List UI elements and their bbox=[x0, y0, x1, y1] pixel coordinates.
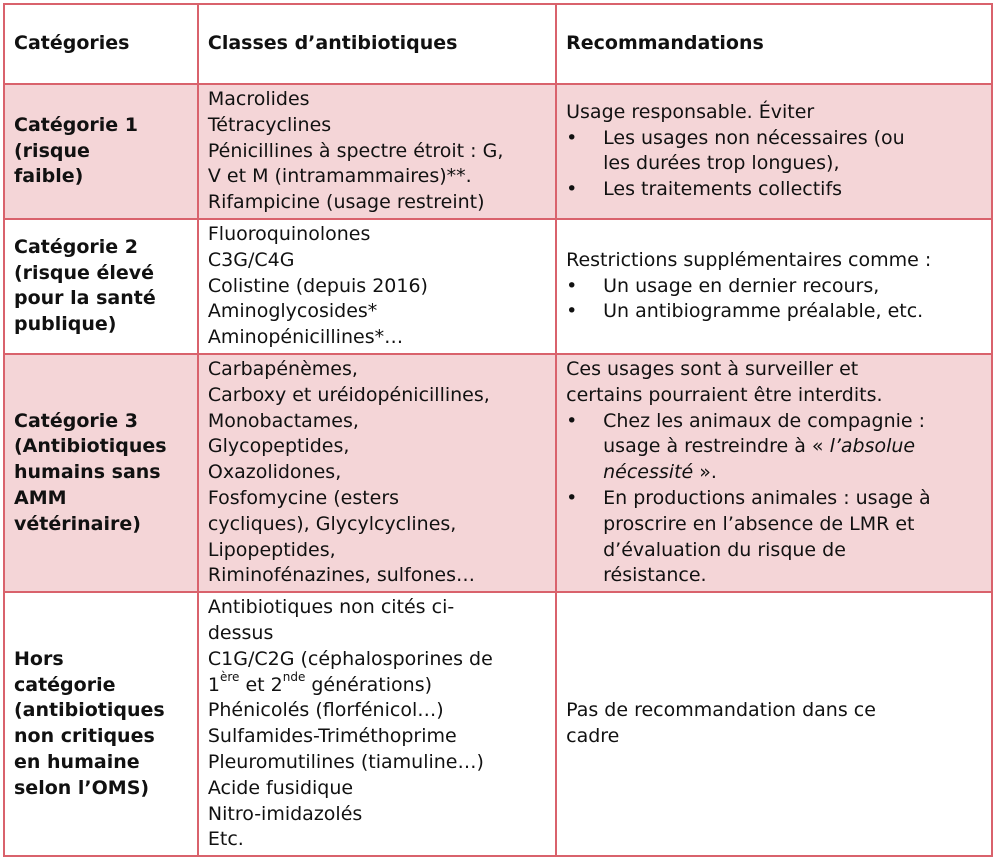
class-item: Carbapénèmes, bbox=[207, 357, 358, 380]
class-item: C3G/C4G bbox=[207, 248, 295, 271]
recommendation-bullet bbox=[566, 274, 983, 300]
category-line: Catégorie 3 bbox=[14, 409, 138, 432]
bullet-text: d’évaluation du risque de bbox=[603, 538, 846, 561]
header-categories: Catégories bbox=[4, 4, 198, 84]
bullet-text bbox=[603, 434, 983, 460]
class-item-part: 1 bbox=[207, 673, 220, 696]
class-item: Oxazolidones, bbox=[207, 461, 342, 484]
table-row-categorie-2 bbox=[4, 219, 992, 354]
class-item: Fluoroquinolones bbox=[207, 222, 371, 245]
recommendation-bullet bbox=[566, 177, 983, 203]
class-item: Antibiotiques non cités ci- bbox=[207, 596, 455, 619]
bullet-text: les durées trop longues), bbox=[603, 152, 840, 175]
recommendation-text: cadre bbox=[566, 725, 620, 748]
class-item: Aminoglycosides* bbox=[207, 300, 378, 323]
recommendation-bullet bbox=[566, 409, 983, 486]
category-line: en humaine bbox=[14, 750, 140, 773]
class-item: Aminopénicillines*… bbox=[207, 326, 404, 349]
recommendation-bullet bbox=[566, 486, 983, 589]
category-line: (risque bbox=[14, 139, 90, 162]
class-item bbox=[207, 670, 547, 699]
header-recommandations: Recommandations bbox=[556, 4, 992, 84]
recommendation-intro: certains pourraient être interdits. bbox=[566, 383, 883, 406]
superscript: ère bbox=[219, 670, 240, 685]
class-item: Pleuromutilines (tiamuline…) bbox=[207, 750, 484, 773]
category-line: humains sans bbox=[14, 461, 161, 484]
bullet-text-italic: nécessité bbox=[603, 461, 694, 484]
recommendation-bullet bbox=[566, 299, 983, 325]
class-item: Sulfamides-Triméthoprime bbox=[207, 725, 457, 748]
recommendation-intro: Ces usages sont à surveiller et bbox=[566, 357, 859, 380]
class-item: Lipopeptides, bbox=[207, 538, 336, 561]
category-line: AMM bbox=[14, 486, 67, 509]
classes-cell bbox=[198, 592, 556, 856]
class-item: Macrolides bbox=[207, 88, 310, 110]
category-line: Hors bbox=[14, 647, 64, 670]
recommendation-list bbox=[566, 409, 983, 590]
category-line: (Antibiotiques bbox=[14, 435, 167, 458]
bullet-text: • Un usage en dernier recours, bbox=[603, 274, 880, 297]
category-cell bbox=[4, 219, 198, 354]
class-item: C1G/C2G (céphalosporines de bbox=[207, 647, 493, 670]
header-row bbox=[4, 4, 992, 84]
recommendation-intro: Restrictions supplémentaires comme : bbox=[566, 248, 932, 271]
class-item: Phénicolés (florfénicol…) bbox=[207, 699, 444, 722]
category-cell bbox=[4, 592, 198, 856]
recommendation-bullet bbox=[566, 126, 983, 178]
category-line: publique) bbox=[14, 313, 117, 336]
table-row-categorie-3 bbox=[4, 354, 992, 592]
category-line: (antibiotiques bbox=[14, 699, 165, 722]
class-item: Colistine (depuis 2016) bbox=[207, 274, 428, 297]
class-item-part: et 2 bbox=[239, 673, 283, 696]
recommendation-intro: Usage responsable. Éviter bbox=[566, 100, 815, 123]
table-row-categorie-1 bbox=[4, 84, 992, 219]
superscript: nde bbox=[282, 670, 306, 685]
category-line: non critiques bbox=[14, 725, 155, 748]
classes-cell bbox=[198, 354, 556, 592]
class-item: Riminofénazines, sulfones… bbox=[207, 564, 475, 587]
category-line: Catégorie 1 bbox=[14, 113, 138, 136]
bullet-text-part: usage à restreindre à « bbox=[603, 435, 830, 458]
bullet-text bbox=[603, 460, 983, 486]
bullet-text: • Un antibiogramme préalable, etc. bbox=[603, 300, 924, 323]
bullet-text-part: ». bbox=[693, 461, 717, 484]
recommendation-list bbox=[566, 274, 983, 326]
bullet-text: proscrire en l’absence de LMR et bbox=[603, 512, 915, 535]
category-cell bbox=[4, 354, 198, 592]
class-item: Tétracyclines bbox=[207, 113, 332, 136]
class-item-part: générations) bbox=[305, 673, 433, 696]
class-item: V et M (intramammaires)**. bbox=[207, 165, 472, 188]
class-item: Rifampicine (usage restreint) bbox=[207, 191, 485, 214]
class-item: Carboxy et uréidopénicillines, bbox=[207, 383, 490, 406]
bullet-text: • En productions animales : usage à bbox=[603, 486, 931, 509]
bullet-text: • Les usages non nécessaires (ou bbox=[603, 126, 905, 149]
category-cell bbox=[4, 84, 198, 219]
recommendation-cell bbox=[556, 84, 992, 219]
category-line: selon l’OMS) bbox=[14, 776, 150, 799]
class-item: Glycopeptides, bbox=[207, 435, 350, 458]
category-line: Catégorie 2 bbox=[14, 235, 138, 258]
bullet-text-italic: l’absolue bbox=[829, 435, 916, 458]
bullet-text: résistance. bbox=[603, 564, 707, 587]
recommendation-cell bbox=[556, 219, 992, 354]
recommendation-cell bbox=[556, 592, 992, 856]
class-item: dessus bbox=[207, 621, 274, 644]
header-classes: Classes d’antibiotiques bbox=[198, 4, 556, 84]
bullet-text: • Chez les animaux de compagnie : bbox=[603, 409, 926, 432]
category-line: vétérinaire) bbox=[14, 512, 141, 535]
category-line: faible) bbox=[14, 165, 84, 188]
table-row-hors-categorie bbox=[4, 592, 992, 856]
class-item: Monobactames, bbox=[207, 409, 359, 432]
class-item: Nitro-imidazolés bbox=[207, 802, 363, 825]
recommendation-cell bbox=[556, 354, 992, 592]
category-line: catégorie bbox=[14, 673, 116, 696]
bullet-text: • Les traitements collectifs bbox=[603, 178, 843, 201]
classes-cell bbox=[198, 219, 556, 354]
class-item: Acide fusidique bbox=[207, 776, 354, 799]
recommendation-text: Pas de recommandation dans ce bbox=[566, 699, 876, 722]
class-item: Fosfomycine (esters bbox=[207, 486, 400, 509]
class-item: Etc. bbox=[207, 828, 244, 851]
recommendation-list bbox=[566, 126, 983, 203]
category-line: pour la santé bbox=[14, 287, 156, 310]
category-line: (risque élevé bbox=[14, 261, 155, 284]
class-item: cycliques), Glycylcyclines, bbox=[207, 512, 457, 535]
classes-cell bbox=[198, 84, 556, 219]
class-item: Pénicillines à spectre étroit : G, bbox=[207, 139, 504, 162]
antibiotic-categories-table bbox=[3, 3, 993, 857]
